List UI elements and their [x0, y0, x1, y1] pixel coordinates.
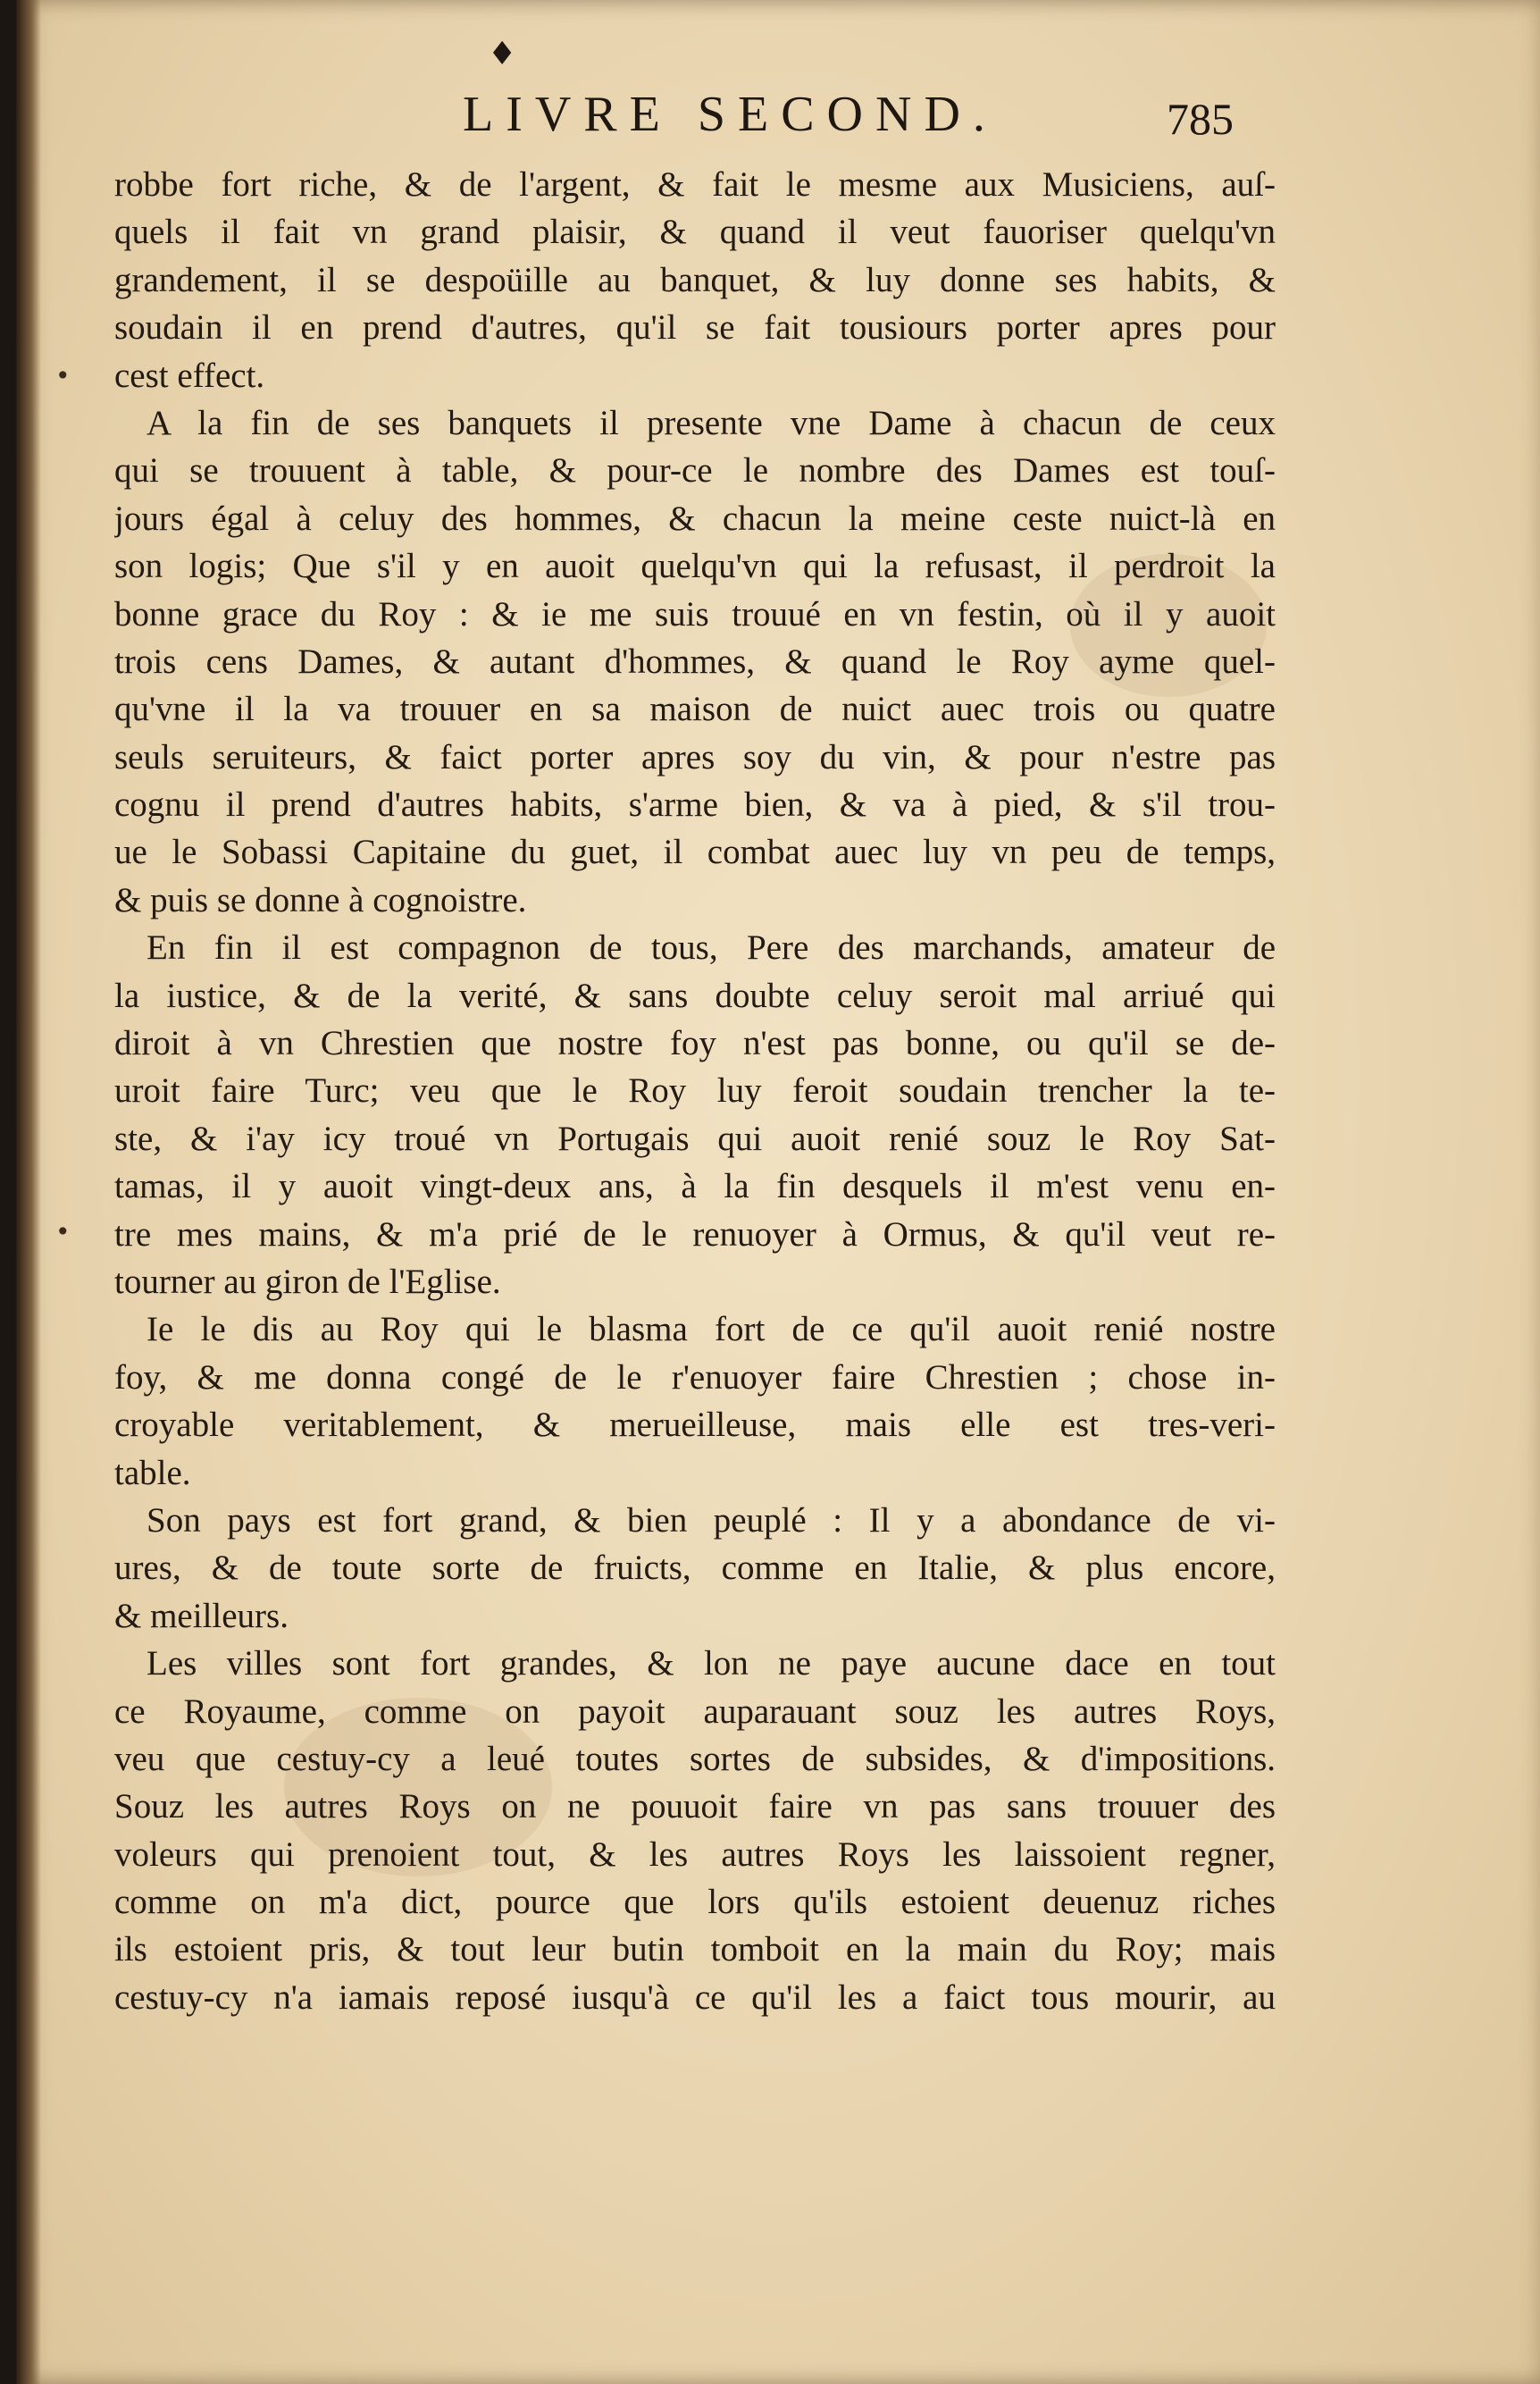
running-title: LIVRE SECOND. [463, 87, 998, 142]
text-line: Souz les autres Roys on ne pouuoit faire vn pas sans trouuer des [114, 1787, 1276, 1826]
text-line: Ie le dis au Roy qui le blasma fort de ce qu'il auoit renié nostre [146, 1310, 1276, 1349]
page-gutter-shadow [16, 0, 41, 2384]
text-line: table. [114, 1453, 191, 1492]
text-line: ce Royaume, comme on payoit auparauant souz les autres Roys, [114, 1691, 1276, 1731]
text-line: ste, & i'ay icy troué vn Portugais qui auoit renié souz le Roy Sat- [114, 1119, 1276, 1158]
text-line: tamas, il y auoit vingt-deux ans, à la fin desquels il m'est venu en- [114, 1167, 1276, 1206]
text-line: soudain il en prend d'autres, qu'il se fait tousiours porter apres pour [114, 308, 1276, 348]
text-line: cognu il prend d'autres habits, s'arme bien, & va à pied, & s'il trou- [114, 785, 1276, 825]
header-ornament: ♦ [488, 36, 517, 72]
text-line: cest effect. [114, 356, 265, 395]
text-line: jours égal à celuy des hommes, & chacun la meine ceste nuict-là en [114, 499, 1276, 538]
text-line: tre mes mains, & m'a prié de le renuoyer à Ormus, & qu'il veut re- [114, 1214, 1276, 1254]
text-line: Les villes sont fort grandes, & lon ne paye aucune dace en tout [146, 1644, 1276, 1683]
page-header [16, 36, 1540, 157]
body-text [114, 161, 1276, 2021]
text-line: bonne grace du Roy : & ie me suis trouué en vn festin, où il y auoit [114, 594, 1276, 634]
text-line: cestuy-cy n'a iamais reposé iusqu'à ce qu'il les a faict tous mourir, au [114, 1977, 1276, 2017]
margin-bullet: • [55, 361, 71, 390]
text-line: trois cens Dames, & autant d'hommes, & quand le Roy ayme quel- [114, 642, 1276, 681]
text-line: ures, & de toute sorte de fruicts, comme en Italie, & plus encore, [114, 1549, 1276, 1588]
text-line: qui se trouuent à table, & pour-ce le nombre des Dames est touſ- [114, 451, 1276, 491]
text-line: & meilleurs. [114, 1596, 289, 1635]
text-line: robbe fort riche, & de l'argent, & fait le mesme aux Musiciens, auſ- [114, 165, 1276, 204]
book-page [16, 0, 1540, 2384]
text-line: uroit faire Turc; veu que le Roy luy feroit soudain trencher la te- [114, 1071, 1276, 1111]
text-line: Son pays est fort grand, & bien peuplé : Il y a abondance de vi- [146, 1500, 1276, 1540]
text-line: En fin il est compagnon de tous, Pere des marchands, amateur de [146, 928, 1276, 968]
page-number: 785 [1167, 94, 1234, 144]
text-line: comme on m'a dict, pource que lors qu'ils estoient deuenuz riches [114, 1883, 1276, 1922]
text-line: seuls seruiteurs, & faict porter apres soy du vin, & pour n'estre pas [114, 737, 1276, 776]
text-line: veu que cestuy-cy a leué toutes sortes de subsides, & d'impositions. [114, 1739, 1276, 1778]
text-line: foy, & me donna congé de le r'enuoyer faire Chrestien ; chose in- [114, 1357, 1276, 1397]
text-line: ils estoient pris, & tout leur butin tomboit en la main du Roy; mais [114, 1930, 1276, 1969]
text-line: A la fin de ses banquets il presente vne Dame à chacun de ceux [146, 403, 1276, 442]
text-line: qu'vne il la va trouuer en sa maison de nuict auec trois ou quatre [114, 690, 1276, 729]
margin-bullet: • [55, 1217, 71, 1247]
text-line: croyable veritablement, & merueilleuse, mais elle est tres-veri- [114, 1406, 1276, 1445]
text-line: quels il fait vn grand plaisir, & quand il veut fauoriser quelqu'vn [114, 213, 1276, 252]
text-line: tourner au giron de l'Eglise. [114, 1262, 501, 1301]
text-line: voleurs qui prenoient tout, & les autres Roys les laissoient regner, [114, 1834, 1276, 1874]
text-line: la iustice, & de la verité, & sans doubte celuy seroit mal arriué qui [114, 976, 1276, 1015]
text-line: diroit à vn Chrestien que nostre foy n'est pas bonne, ou qu'il se de- [114, 1024, 1276, 1063]
text-line: grandement, il se despoüille au banquet, & luy donne ses habits, & [114, 260, 1276, 299]
text-line: & puis se donne à cognoistre. [114, 880, 527, 919]
text-line: ue le Sobassi Capitaine du guet, il combat auec luy vn peu de temps, [114, 833, 1276, 872]
text-line: son logis; Que s'il y en auoit quelqu'vn qui la refusast, il perdroit la [114, 547, 1276, 586]
